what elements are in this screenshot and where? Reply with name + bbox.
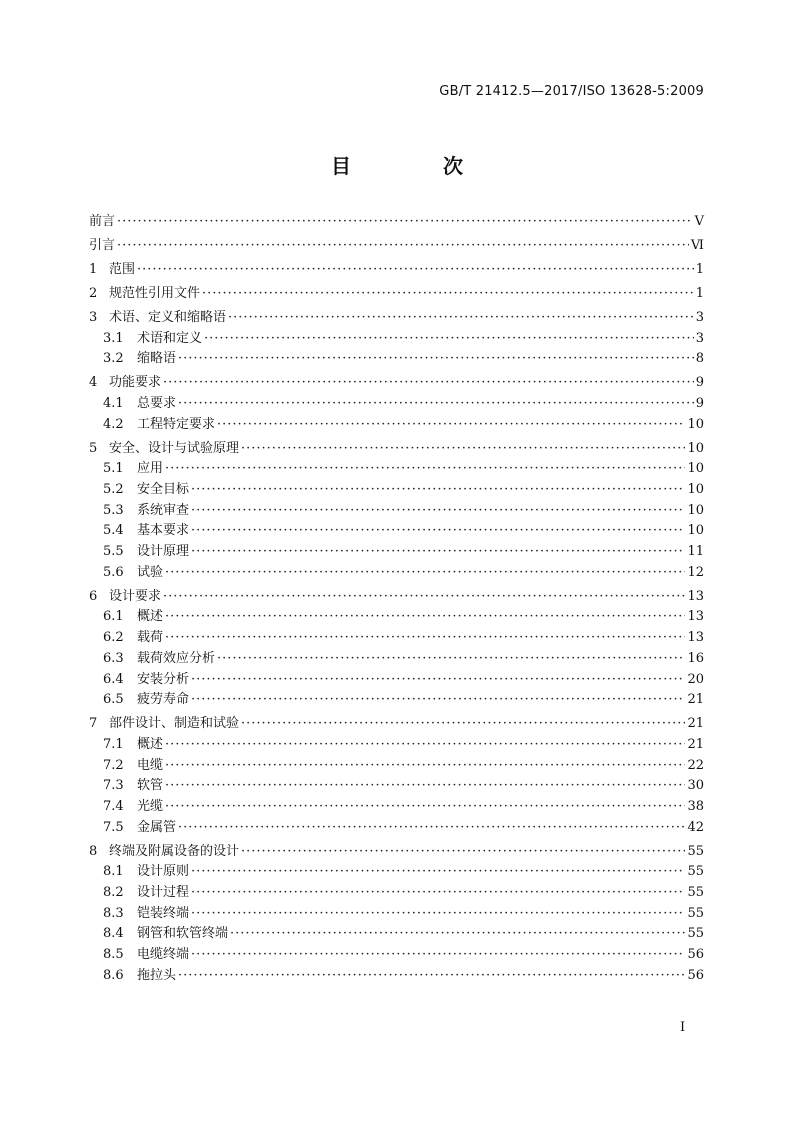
toc-entry-number: 7.5 [103, 819, 124, 835]
toc-leader-dots [165, 735, 685, 756]
toc-entry-page: 16 [687, 650, 704, 666]
toc-entry-title: 载荷 [137, 630, 164, 646]
toc-leader-dots [165, 797, 685, 818]
toc-entry[interactable] [89, 756, 704, 777]
toc-entry-title: 引言 [89, 237, 116, 253]
toc-entry-number: 4.1 [103, 395, 124, 411]
toc-entry-title: 概述 [137, 609, 164, 625]
toc-entry-number: 7.1 [103, 736, 124, 752]
toc-entry-number: 2 [89, 285, 98, 301]
toc-leader-dots [191, 670, 685, 691]
toc-leader-dots [165, 607, 685, 628]
toc-entry-page: Ⅵ [690, 237, 704, 253]
toc-entry[interactable] [89, 394, 704, 415]
toc-entry-number: 3 [89, 309, 98, 325]
toc-entry[interactable] [89, 563, 704, 584]
toc-entry[interactable] [89, 260, 704, 281]
toc-entry-page: 10 [687, 502, 704, 518]
toc-entry-title: 安装分析 [137, 671, 190, 687]
toc-entry-title: 铠装终端 [137, 905, 190, 921]
toc-entry[interactable] [89, 521, 704, 542]
toc-entry[interactable] [89, 670, 704, 691]
toc-entry-title: 钢管和软管终端 [137, 926, 229, 942]
toc-entry[interactable] [89, 966, 704, 987]
toc-leader-dots [178, 966, 685, 987]
toc-leader-dots [191, 883, 685, 904]
toc-entry-page: 11 [687, 544, 704, 560]
toc-entry-title: 设计原则 [137, 864, 190, 880]
toc-entry-page: 3 [695, 309, 704, 325]
toc-entry-title: 概述 [137, 736, 164, 752]
toc-entry-number: 5 [89, 440, 98, 456]
toc-entry-title: 设计要求 [109, 588, 162, 604]
toc-leader-dots [163, 373, 694, 394]
toc-entry-title: 软管 [137, 778, 164, 794]
toc-entry[interactable] [89, 649, 704, 670]
toc-leader-dots [191, 904, 685, 925]
toc-entry[interactable] [89, 480, 704, 501]
toc-entry-title: 疲劳寿命 [137, 692, 190, 708]
toc-entry-page: 9 [695, 375, 704, 391]
toc-entry-page: 13 [687, 630, 704, 646]
toc-entry-page: 10 [687, 440, 704, 456]
toc-entry-title: 工程特定要求 [137, 416, 216, 432]
toc-entry-title: 部件设计、制造和试验 [109, 716, 240, 732]
toc-entry-title: 电缆 [137, 757, 164, 773]
toc-entry-title: 试验 [137, 564, 164, 580]
toc-entry-page: 13 [687, 609, 704, 625]
toc-entry-page: 3 [695, 330, 704, 346]
toc-entry-title: 终端及附属设备的设计 [109, 843, 240, 859]
toc-leader-dots [191, 862, 685, 883]
toc-entry-title: 系统审查 [137, 502, 190, 518]
toc-entry[interactable] [89, 945, 704, 966]
page-title: 目 次 [331, 154, 499, 178]
toc-entry-page: 55 [687, 843, 704, 859]
toc-entry-number: 6.3 [103, 650, 124, 666]
toc-leader-dots [228, 308, 694, 329]
toc-entry-number: 8.4 [103, 926, 124, 942]
toc-entry-title: 安全目标 [137, 482, 190, 498]
toc-leader-dots [241, 439, 685, 460]
toc-entry-number: 5.2 [103, 482, 124, 498]
toc-entry-title: 电缆终端 [137, 947, 190, 963]
toc-leader-dots [191, 521, 685, 542]
toc-entry-number: 6.1 [103, 609, 124, 625]
toc-entry[interactable] [89, 236, 704, 257]
toc-entry[interactable] [89, 862, 704, 883]
toc-entry-page: 10 [687, 523, 704, 539]
toc-entry-page: 42 [687, 819, 704, 835]
toc-entry-number: 6.4 [103, 671, 124, 687]
toc-entry[interactable] [89, 904, 704, 925]
toc-entry-page: Ⅴ [694, 214, 704, 229]
toc-entry[interactable] [89, 373, 704, 394]
toc-entry-number: 6.2 [103, 630, 124, 646]
toc-entry-title: 金属管 [137, 819, 177, 835]
toc-leader-dots [165, 776, 685, 797]
toc-entry-page: 56 [687, 967, 704, 983]
toc-entry-title: 术语和定义 [137, 330, 203, 346]
toc-entry-page: 12 [687, 564, 704, 580]
toc-entry[interactable] [89, 797, 704, 818]
toc-entry-title: 功能要求 [109, 375, 162, 391]
toc-entry-number: 6 [89, 588, 98, 604]
toc-leader-dots [191, 690, 685, 711]
toc-leader-dots [117, 212, 693, 233]
toc-leader-dots [165, 459, 685, 480]
toc-entry-page: 55 [687, 884, 704, 900]
toc-entry-page: 10 [687, 461, 704, 477]
toc-entry-page: 22 [687, 757, 704, 773]
toc-entry-page: 38 [687, 798, 704, 814]
toc-entry[interactable] [89, 607, 704, 628]
toc-entry[interactable] [89, 776, 704, 797]
toc-entry-number: 8 [89, 843, 98, 859]
toc-entry-page: 55 [687, 905, 704, 921]
toc-entry-page: 10 [687, 482, 704, 498]
toc-entry-page: 10 [687, 416, 704, 432]
toc-leader-dots [163, 587, 685, 608]
toc-entry-page: 21 [687, 736, 704, 752]
toc-entry-number: 4 [89, 375, 98, 391]
toc-leader-dots [137, 260, 694, 281]
toc-entry[interactable] [89, 459, 704, 480]
toc-entry-number: 3.1 [103, 330, 124, 346]
toc-entry-title: 设计原理 [137, 544, 190, 560]
toc-entry[interactable] [89, 329, 704, 350]
toc-leader-dots [165, 628, 685, 649]
toc-entry-number: 8.3 [103, 905, 124, 921]
toc-entry-title: 安全、设计与试验原理 [109, 440, 240, 456]
toc-entry-page: 1 [695, 261, 704, 277]
toc-entry-number: 1 [89, 261, 98, 277]
toc-leader-dots [230, 924, 685, 945]
page-number: I [680, 1020, 686, 1035]
toc-entry-title: 前言 [89, 214, 116, 229]
toc-entry-number: 6.5 [103, 692, 124, 708]
toc-entry-page: 55 [687, 926, 704, 942]
toc-leader-dots [241, 714, 685, 735]
toc-entry[interactable] [89, 883, 704, 904]
toc-entry-number: 7 [89, 716, 98, 732]
toc-entry-page: 9 [695, 395, 704, 411]
toc-entry-number: 5.5 [103, 544, 124, 560]
toc-leader-dots [217, 649, 685, 670]
toc-entry[interactable] [89, 415, 704, 436]
toc-leader-dots [191, 945, 685, 966]
toc-leader-dots [202, 284, 694, 305]
toc-entry-title: 术语、定义和缩略语 [109, 309, 227, 325]
toc-leader-dots [178, 394, 694, 415]
toc-entry-page: 20 [687, 671, 704, 687]
toc-entry-page: 30 [687, 778, 704, 794]
toc-entry-page: 55 [687, 864, 704, 880]
toc-leader-dots [191, 480, 685, 501]
toc-entry-page: 56 [687, 947, 704, 963]
toc-entry-number: 5.6 [103, 564, 124, 580]
toc-entry-title: 基本要求 [137, 523, 190, 539]
toc-entry-number: 8.5 [103, 947, 124, 963]
toc-entry[interactable] [89, 842, 704, 863]
toc-entry-number: 8.6 [103, 967, 124, 983]
toc-leader-dots [178, 349, 694, 370]
toc-leader-dots [117, 236, 689, 257]
toc-leader-dots [191, 501, 685, 522]
toc-leader-dots [191, 542, 685, 563]
toc-entry[interactable] [89, 349, 704, 370]
toc-entry-number: 7.2 [103, 757, 124, 773]
toc-entry-number: 5.1 [103, 461, 124, 477]
toc-entry[interactable] [89, 501, 704, 522]
toc-entry-title: 载荷效应分析 [137, 650, 216, 666]
toc-entry-page: 21 [687, 716, 704, 732]
toc-entry[interactable] [89, 690, 704, 711]
toc-leader-dots [204, 329, 694, 350]
toc-entry-number: 5.4 [103, 523, 124, 539]
toc-entry-title: 拖拉头 [137, 967, 177, 983]
toc-entry-title: 光缆 [137, 798, 164, 814]
table-of-contents [89, 212, 704, 986]
toc-entry[interactable] [89, 628, 704, 649]
toc-leader-dots [165, 563, 685, 584]
toc-entry-title: 总要求 [137, 395, 177, 411]
toc-entry-title: 缩略语 [137, 351, 177, 367]
toc-entry[interactable] [89, 439, 704, 460]
toc-entry-number: 3.2 [103, 351, 124, 367]
toc-entry[interactable] [89, 284, 704, 305]
toc-entry-page: 21 [687, 692, 704, 708]
standard-code: GB/T 21412.5—2017/ISO 13628-5:2009 [439, 84, 704, 99]
toc-entry-page: 13 [687, 588, 704, 604]
toc-entry-number: 8.2 [103, 884, 124, 900]
toc-leader-dots [241, 842, 685, 863]
toc-entry-page: 8 [695, 351, 704, 367]
toc-entry-number: 8.1 [103, 864, 124, 880]
toc-leader-dots [165, 756, 685, 777]
toc-entry[interactable] [89, 714, 704, 735]
toc-entry-number: 7.3 [103, 778, 124, 794]
toc-entry-number: 7.4 [103, 798, 124, 814]
toc-entry-page: 1 [695, 285, 704, 301]
toc-entry[interactable] [89, 308, 704, 329]
toc-leader-dots [217, 415, 685, 436]
toc-entry[interactable] [89, 542, 704, 563]
toc-entry[interactable] [89, 818, 704, 839]
toc-entry[interactable] [89, 212, 704, 233]
toc-leader-dots [178, 818, 685, 839]
toc-entry-title: 范围 [109, 261, 136, 277]
toc-entry-number: 5.3 [103, 502, 124, 518]
toc-entry[interactable] [89, 924, 704, 945]
toc-entry-title: 设计过程 [137, 884, 190, 900]
toc-entry[interactable] [89, 735, 704, 756]
toc-entry-number: 4.2 [103, 416, 124, 432]
toc-entry[interactable] [89, 587, 704, 608]
toc-entry-title: 应用 [137, 461, 164, 477]
toc-entry-title: 规范性引用文件 [109, 285, 201, 301]
